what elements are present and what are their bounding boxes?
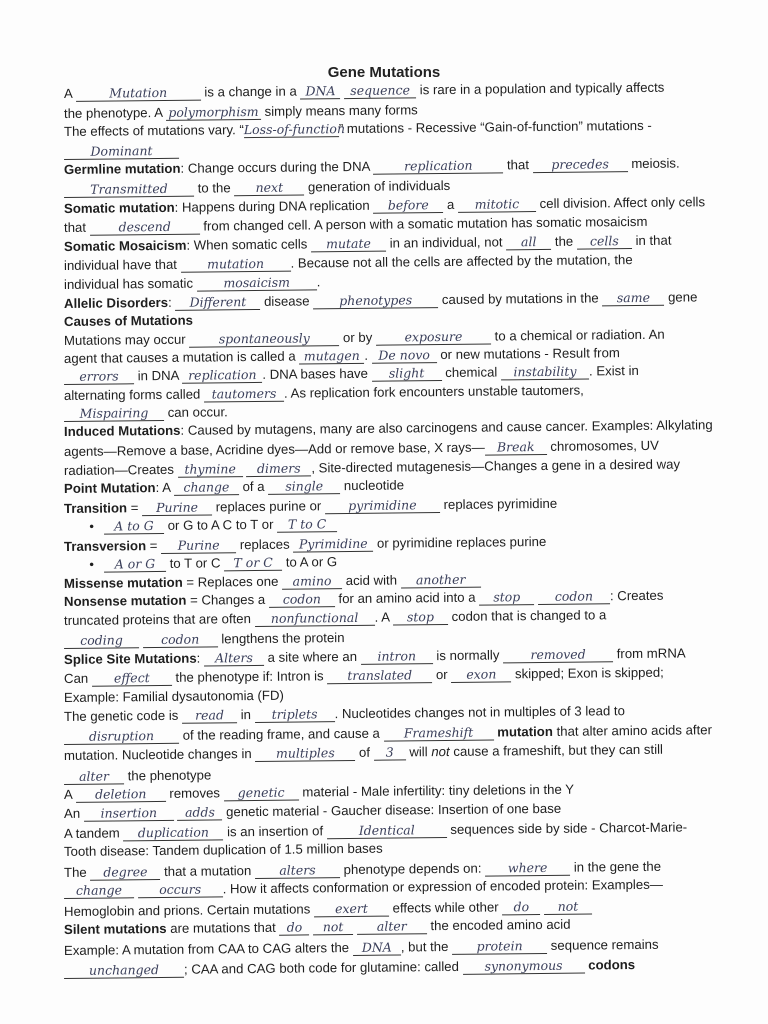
printed-text: of a (238, 478, 269, 495)
printed-text: for an amino acid into a (334, 589, 480, 607)
fill-in-blank-answer: codon (143, 631, 218, 648)
printed-text: = (146, 537, 162, 554)
bold-term: Nonsense mutation (63, 592, 187, 609)
printed-text: the (551, 233, 577, 249)
printed-text: or new mutations - Result from (436, 345, 620, 363)
printed-text: genetic material - Gaucher disease: Insertion of one base (222, 800, 562, 820)
printed-text: of (355, 744, 374, 760)
fill-in-blank-answer: tautomers (204, 386, 284, 403)
printed-text: agent that causes a mutation is called a (63, 348, 300, 366)
printed-text: replaces (236, 536, 294, 553)
printed-text: The genetic code is (63, 707, 183, 724)
printed-text: nucleotide (340, 477, 405, 494)
bullet-icon: • (89, 518, 95, 534)
printed-text: Tooth disease: Tandem duplication of 1.5 million bases (63, 840, 383, 859)
printed-text: codon that is changed to a (447, 607, 607, 624)
fill-in-blank-answer: sequence (344, 82, 416, 99)
fill-in-blank-answer: multiples (255, 745, 355, 762)
printed-text: Example: A mutation from CAA to CAG alters the (63, 939, 353, 958)
printed-text: a site where an (263, 648, 361, 665)
fill-in-blank-answer: thymine (178, 461, 243, 478)
bold-term: mutation (497, 723, 553, 740)
printed-text: alternating forms called (63, 386, 205, 403)
bold-term: Somatic Mosaicism (63, 237, 187, 254)
printed-text: of the reading frame, and cause a (178, 725, 384, 743)
printed-text: : When somatic cells (186, 236, 312, 253)
fill-in-blank-answer: amino (282, 573, 342, 590)
fill-in-blank-answer: DNA (300, 83, 340, 99)
fill-in-blank-answer: Mispairing (64, 405, 164, 422)
printed-text: : A (155, 479, 174, 496)
printed-text: A (63, 85, 76, 101)
printed-text: . How it affects conformation or expression of encoded protein: Examples— (222, 876, 664, 897)
text-line (64, 403, 228, 423)
printed-text: chromosomes, UV (546, 437, 659, 454)
text-line (64, 312, 193, 331)
printed-text: the phenotype. A (63, 104, 167, 121)
printed-text: or by (339, 329, 377, 346)
fill-in-blank-answer: where (485, 860, 570, 877)
printed-text: to the (193, 180, 235, 196)
fill-in-blank-answer: change (64, 882, 134, 899)
printed-text: : (196, 650, 205, 666)
fill-in-blank-answer: read (182, 707, 237, 724)
printed-text: : Change occurs during the DNA (180, 158, 374, 176)
printed-text: mutation. Nucleotide changes in (63, 745, 256, 763)
fill-in-blank-answer: alter (64, 768, 124, 785)
printed-text: . Because not all the cells are affected by the mutation, the (290, 252, 633, 271)
fill-in-blank-answer: another (401, 572, 481, 589)
printed-text: the phenotype (123, 767, 212, 784)
printed-text: or G to A C to T or (163, 516, 278, 533)
fill-in-blank-answer: codon (269, 591, 335, 608)
fill-in-blank-answer: intron (361, 648, 433, 665)
fill-in-blank-answer: Identical (327, 822, 447, 839)
bold-term: Transversion (63, 538, 147, 554)
printed-text: simply means many forms (260, 102, 418, 119)
printed-text: is rare in a population and typically affects (416, 79, 665, 98)
printed-text: . (316, 274, 321, 290)
printed-text: Can (63, 670, 92, 686)
fill-in-blank-answer: A or G (104, 556, 166, 573)
printed-text: disease (260, 293, 314, 309)
fill-in-blank-answer: occurs (138, 881, 223, 898)
printed-text: that (63, 219, 90, 235)
text-line (64, 476, 404, 498)
fill-in-blank-answer: coding (64, 632, 139, 649)
fill-in-blank-answer: degree (90, 864, 160, 881)
printed-text: . Nucleotides changes not in multiples of 3 lead to (334, 703, 625, 722)
printed-text: ” mutations - Recessive “Gain-of-function” mutations - (338, 117, 652, 137)
printed-text: will (405, 744, 432, 760)
fill-in-blank-answer: Alters (204, 650, 264, 667)
printed-text: The (63, 864, 91, 880)
fill-in-blank-answer: mutate (311, 236, 386, 253)
printed-text: that (503, 157, 533, 173)
fill-in-blank-answer: all (506, 234, 551, 250)
printed-text: Example: Familial dysautonomia (FD) (63, 687, 284, 705)
printed-text: The effects of mutations vary. “ (63, 122, 244, 139)
fill-in-blank-answer: removed (503, 646, 613, 663)
bold-term: Splice Site Mutations (63, 650, 197, 667)
fill-in-blank-answer: descend (90, 219, 200, 236)
printed-text: : Caused by mutagens, many are also carcinogens and cause cancer. Examples: Alkylating (180, 417, 713, 438)
fill-in-blank-answer: not (544, 898, 592, 915)
printed-text: that alter amino acids after (552, 722, 713, 739)
printed-text: radiation—Creates (63, 461, 178, 478)
bold-term: Induced Mutations (63, 422, 181, 439)
text-line (64, 766, 211, 786)
printed-text: is an insertion of (223, 823, 327, 840)
printed-text: sequences side by side - Charcot-Marie- (446, 819, 688, 837)
printed-text: , but the (400, 938, 453, 955)
printed-text: agents—Remove a base, Acridine dyes—Add or remove base, X rays— (63, 439, 485, 459)
bold-term: Somatic mutation (63, 199, 175, 216)
fill-in-blank-answer: before (373, 197, 443, 214)
printed-text: . A (374, 609, 394, 625)
text-line (64, 956, 635, 980)
fill-in-blank-answer: genetic (224, 785, 299, 802)
fill-in-blank-answer: effect (92, 670, 172, 687)
printed-text: caused by mutations in the (438, 290, 603, 308)
fill-in-blank-answer: A to G (104, 518, 164, 535)
printed-text: chemical (441, 364, 502, 381)
fill-in-blank-answer: Break (485, 439, 547, 456)
fill-in-blank-answer: pyrimidine (325, 497, 440, 514)
fill-in-blank-answer: protein (452, 938, 547, 955)
printed-text: = (126, 500, 143, 516)
fill-in-blank-answer: instability (501, 364, 589, 381)
printed-text: cell division. Affect only cells (535, 194, 706, 212)
text-line (64, 629, 345, 650)
printed-text: in an individual, not (385, 234, 507, 251)
printed-text: or (432, 666, 452, 683)
fill-in-blank-answer: Different (175, 294, 260, 311)
printed-text: sequence remains (547, 936, 659, 953)
fill-in-blank-answer: T to C (277, 516, 337, 533)
printed-text: generation of individuals (304, 177, 451, 195)
printed-text: is normally (432, 647, 504, 664)
fill-in-blank-answer: Frameshift (383, 725, 493, 742)
printed-text: can occur. (163, 404, 228, 420)
worksheet-title: Gene Mutations (327, 64, 441, 81)
fill-in-blank-answer: adds (177, 804, 222, 820)
fill-in-blank-answer: De novo (372, 347, 437, 364)
fill-in-blank-answer: 3 (374, 744, 406, 760)
fill-in-blank-answer: not (313, 919, 353, 935)
printed-text: . As replication fork encounters unstable tautomers, (283, 382, 584, 401)
printed-text: . DNA bases have (262, 365, 372, 382)
printed-text: Mutations may occur (63, 331, 190, 348)
fill-in-blank-answer: Purine (142, 499, 212, 516)
bold-term: Transition (63, 500, 128, 516)
printed-text: phenotype depends on: (339, 860, 486, 878)
printed-text: in that (631, 232, 672, 249)
italic-text: not (431, 743, 450, 760)
printed-text: An (63, 805, 84, 821)
printed-text: meiosis. (627, 155, 680, 172)
printed-text: replaces purine or (211, 498, 325, 515)
fill-in-blank-answer: translated (327, 667, 432, 684)
printed-text: : Creates (609, 587, 664, 604)
fill-in-blank-answer: exert (314, 901, 389, 918)
printed-text: that a mutation (160, 863, 256, 879)
printed-text: individual have that (63, 256, 181, 273)
printed-text: to a chemical or radiation. An (490, 326, 665, 344)
text-line (64, 800, 561, 823)
printed-text: A tandem (63, 825, 124, 841)
fill-in-blank-answer: insertion (84, 805, 174, 822)
printed-text: is a change in a (200, 83, 301, 100)
fill-in-blank-answer: codon (538, 588, 610, 605)
fill-in-blank-answer: T or C (224, 555, 282, 572)
fill-in-blank-answer: slight (372, 365, 442, 382)
fill-in-blank-answer: Pyrimidine (293, 536, 373, 553)
printed-text: lengthens the protein (217, 630, 345, 647)
text-line (64, 142, 179, 161)
printed-text: or pyrimidine replaces purine (373, 533, 547, 551)
printed-text: cause a frameshift, but they can still (449, 741, 664, 759)
fill-in-blank-answer: alter (357, 918, 427, 935)
bold-term: Causes of Mutations (63, 312, 194, 329)
fill-in-blank-answer: Loss-of-function (243, 121, 346, 138)
printed-text: . (364, 347, 372, 363)
fill-in-blank-answer: duplication (123, 824, 223, 841)
text-line (64, 273, 321, 294)
bold-term: Allelic Disorders (63, 294, 169, 311)
printed-text: in the gene the (570, 858, 662, 875)
fill-in-blank-answer: same (602, 290, 664, 307)
bold-term: Germline mutation (63, 160, 181, 177)
printed-text: individual has somatic (63, 275, 197, 292)
fill-in-blank-answer: Transmitted (64, 181, 194, 198)
printed-text: in (236, 707, 255, 723)
fill-in-blank-answer: phenotypes (313, 292, 438, 309)
fill-in-blank-answer: nonfunctional (255, 610, 375, 627)
fill-in-blank-answer: Purine (161, 537, 236, 554)
printed-text: . Exist in (588, 362, 639, 379)
printed-text: to A or G (282, 554, 338, 570)
fill-in-blank-answer: single (268, 478, 340, 495)
printed-text: acid with (341, 572, 401, 589)
printed-text: material - Male infertility: tiny deletions in the Y (298, 781, 575, 800)
bold-term: Point Mutation (63, 480, 156, 496)
fill-in-blank-answer: errors (64, 368, 134, 385)
printed-text: the phenotype if: Intron is (171, 668, 328, 685)
printed-text: skipped; Exon is skipped; (511, 664, 664, 682)
printed-text: to T or C (165, 555, 225, 571)
text-line (64, 79, 665, 103)
fill-in-blank-answer: disruption (64, 728, 179, 745)
printed-text: from mRNA (612, 645, 686, 662)
printed-text: replaces pyrimidine (439, 495, 558, 513)
fill-in-blank-answer: stop (393, 609, 448, 626)
fill-in-blank-answer: spontaneously (189, 330, 339, 348)
printed-text: are mutations that (166, 919, 280, 936)
fill-in-blank-answer: exon (451, 666, 511, 683)
fill-in-blank-answer: change (174, 479, 239, 496)
fill-in-blank-answer: mitotic (458, 196, 536, 213)
bold-term: Silent mutations (63, 920, 167, 937)
fill-in-blank-answer: dimers (246, 460, 311, 477)
fill-in-blank-answer: unchanged (64, 962, 184, 979)
bold-term: codons (588, 957, 636, 973)
text-line (64, 515, 337, 536)
fill-in-blank-answer: precedes (533, 156, 628, 173)
fill-in-blank-answer: mutation (180, 256, 290, 273)
fill-in-blank-answer: do (502, 899, 540, 915)
fill-in-blank-answer: polymorphism (166, 104, 261, 121)
text-line (64, 840, 383, 861)
fill-in-blank-answer: DNA (353, 939, 401, 956)
printed-text: a (443, 196, 459, 213)
fill-in-blank-answer: mutagen (299, 348, 364, 365)
printed-text: : (167, 294, 176, 310)
printed-text: removes (165, 785, 224, 801)
fill-in-blank-answer: Mutation (76, 85, 201, 102)
text-line (64, 553, 337, 574)
fill-in-blank-answer: triplets (255, 706, 335, 723)
fill-in-blank-answer: alters (255, 862, 340, 879)
printed-text: effects while other (388, 899, 503, 916)
printed-text: in DNA (133, 367, 183, 384)
printed-text: truncated proteins that are often (63, 611, 255, 628)
fill-in-blank-answer: Dominant (64, 143, 179, 160)
printed-text: gene (664, 289, 698, 305)
printed-text: the encoded amino acid (426, 916, 571, 934)
fill-in-blank-answer: mosaicism (197, 274, 317, 291)
printed-text: from changed cell. A person with a somatic mutation has somatic mosaicism (199, 213, 648, 234)
bold-term: Missense mutation (63, 574, 183, 591)
fill-in-blank-answer: stop (479, 589, 534, 606)
printed-text: = Changes a (186, 591, 269, 608)
bullet-icon: • (89, 556, 95, 572)
printed-text: : Happens during DNA replication (174, 197, 374, 215)
fill-in-blank-answer: replication (373, 157, 503, 174)
printed-text: Hemoglobin and prions. Certain mutations (63, 901, 315, 919)
fill-in-blank-answer: do (279, 919, 309, 935)
printed-text: , Site-directed mutagenesis—Changes a gene in a desired way (311, 456, 681, 476)
fill-in-blank-answer: exposure (376, 329, 491, 346)
fill-in-blank-answer: synonymous (462, 958, 584, 975)
fill-in-blank-answer: next (234, 179, 304, 196)
fill-in-blank-answer: replication (182, 367, 262, 384)
printed-text: = Replaces one (182, 573, 283, 590)
printed-text: A (63, 786, 76, 802)
printed-text: ; CAA and CAG both code for glutamine: called (183, 958, 463, 977)
text-line (64, 687, 284, 707)
fill-in-blank-answer: cells (577, 233, 632, 250)
fill-in-blank-answer: deletion (76, 786, 166, 803)
